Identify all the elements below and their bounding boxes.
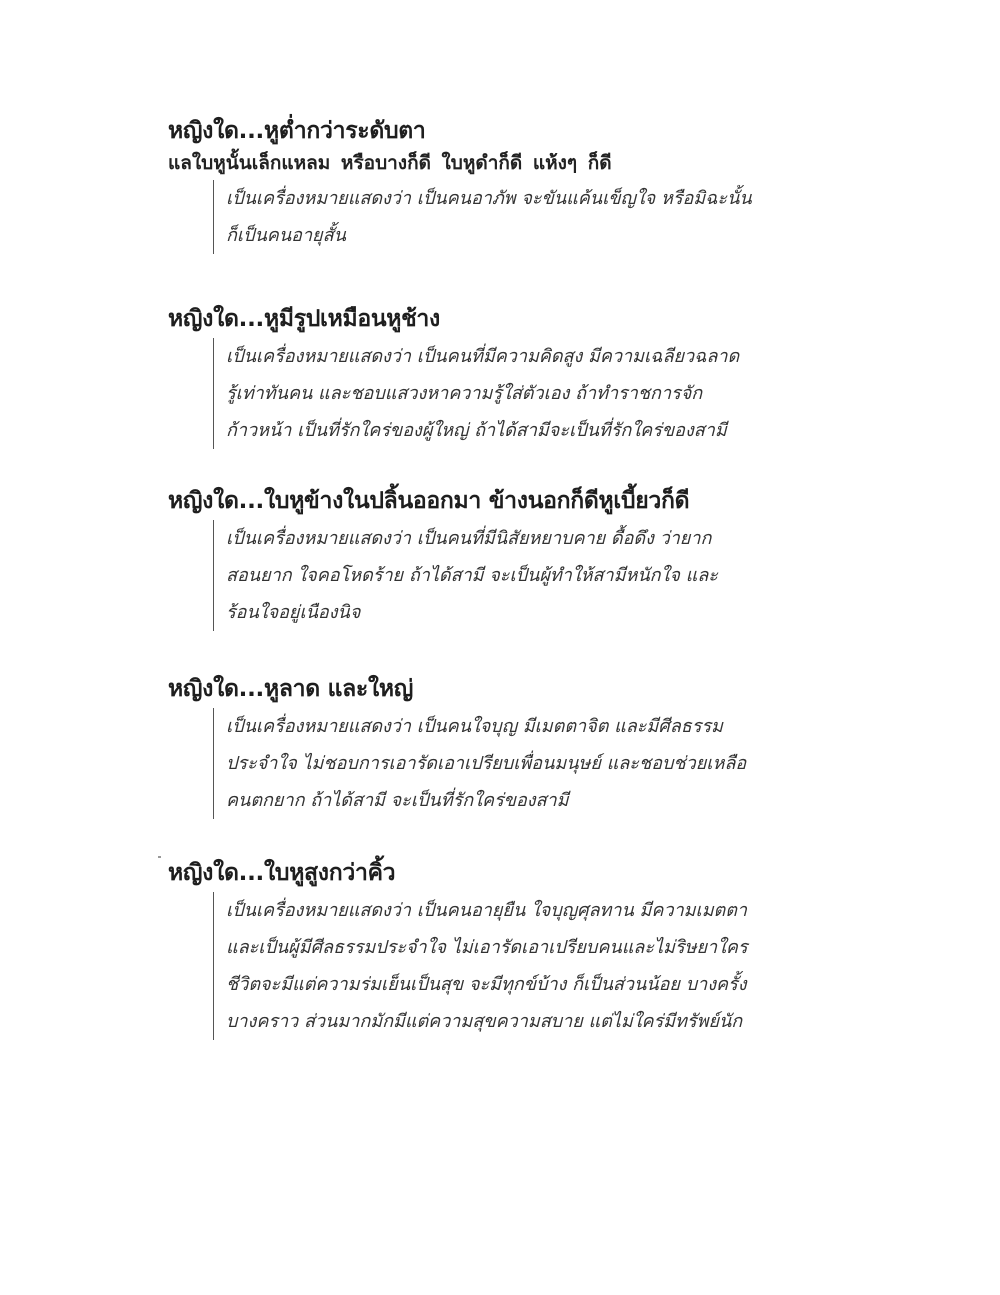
body-line: ก้าวหน้า เป็นที่รักใคร่ของผู้ใหญ่ ถ้าได้สามีจะเป็นที่รักใคร่ของสามี	[226, 420, 727, 441]
section-body	[213, 708, 786, 819]
body-line: เป็นเครื่องหมายแสดงว่า เป็นคนอายุยืน ใจบุญศุลทาน มีความเมตตา	[226, 900, 748, 921]
body-line: เป็นเครื่องหมายแสดงว่า เป็นคนที่มีความคิดสูง มีความเฉลียวฉลาด	[226, 346, 740, 367]
body-line: ชีวิตจะมีแต่ความร่มเย็นเป็นสุข จะมีทุกข์บ้าง ก็เป็นส่วนน้อย บางครั้ง	[226, 974, 747, 995]
section-body	[213, 180, 786, 254]
body-line: ประจำใจ ไม่ชอบการเอารัดเอาเปรียบเพื่อนมนุษย์ และชอบช่วยเหลือ	[226, 753, 747, 774]
section-ear-below-eye	[168, 114, 808, 254]
section-body	[213, 338, 786, 449]
section-heading: หญิงใด...ใบหูข้างในปลิ้นออกมา ข้างนอกก็ดีหูเบี้ยวก็ดี	[168, 488, 690, 514]
body-line: ก็เป็นคนอายุสั้น	[226, 225, 346, 246]
section-heading: หญิงใด...ใบหูสูงกว่าคิ้ว	[168, 860, 396, 886]
body-line: รู้เท่าทันคน และชอบแสวงหาความรู้ใส่ตัวเอง ถ้าทำราชการจัก	[226, 383, 703, 404]
body-line: ร้อนใจอยู่เนืองนิจ	[226, 602, 361, 623]
body-line: สอนยาก ใจคอโหดร้าย ถ้าได้สามี จะเป็นผู้ทำให้สามีหนักใจ และ	[226, 565, 718, 586]
section-elephant-ear	[168, 302, 808, 449]
section-body	[213, 520, 786, 631]
section-heading: หญิงใด...หูต่ำกว่าระดับตา	[168, 118, 426, 144]
section-ear-sloped-large	[168, 672, 808, 819]
section-body	[213, 892, 786, 1040]
section-heading: หญิงใด...หูมีรูปเหมือนหูช้าง	[168, 306, 440, 332]
scan-speck	[158, 856, 161, 858]
section-subheading: แลใบหูนั้นเล็กแหลม หรือบางก็ดี ใบหูดำก็ดี แห้งๆ ก็ดี	[168, 152, 612, 174]
section-ear-above-eyebrow	[168, 856, 808, 1040]
body-line: เป็นเครื่องหมายแสดงว่า เป็นคนใจบุญ มีเมตตาจิต และมีศีลธรรม	[226, 716, 723, 737]
body-line: คนตกยาก ถ้าได้สามี จะเป็นที่รักใคร่ของสามี	[226, 790, 569, 811]
section-ear-inner-turned-out	[168, 484, 808, 631]
body-line: เป็นเครื่องหมายแสดงว่า เป็นคนที่มีนิสัยหยาบคาย ดื้อดึง ว่ายาก	[226, 528, 712, 549]
section-heading: หญิงใด...หูลาด และใหญ่	[168, 676, 414, 702]
body-line: บางคราว ส่วนมากมักมีแต่ความสุขความสบาย แต่ไม่ใคร่มีทรัพย์นัก	[226, 1011, 743, 1032]
body-line: เป็นเครื่องหมายแสดงว่า เป็นคนอาภัพ จะขันแค้นเข็ญใจ หรือมิฉะนั้น	[226, 188, 752, 209]
body-line: และเป็นผู้มีศีลธรรมประจำใจ ไม่เอารัดเอาเปรียบคนและไม่ริษยาใคร	[226, 937, 748, 958]
